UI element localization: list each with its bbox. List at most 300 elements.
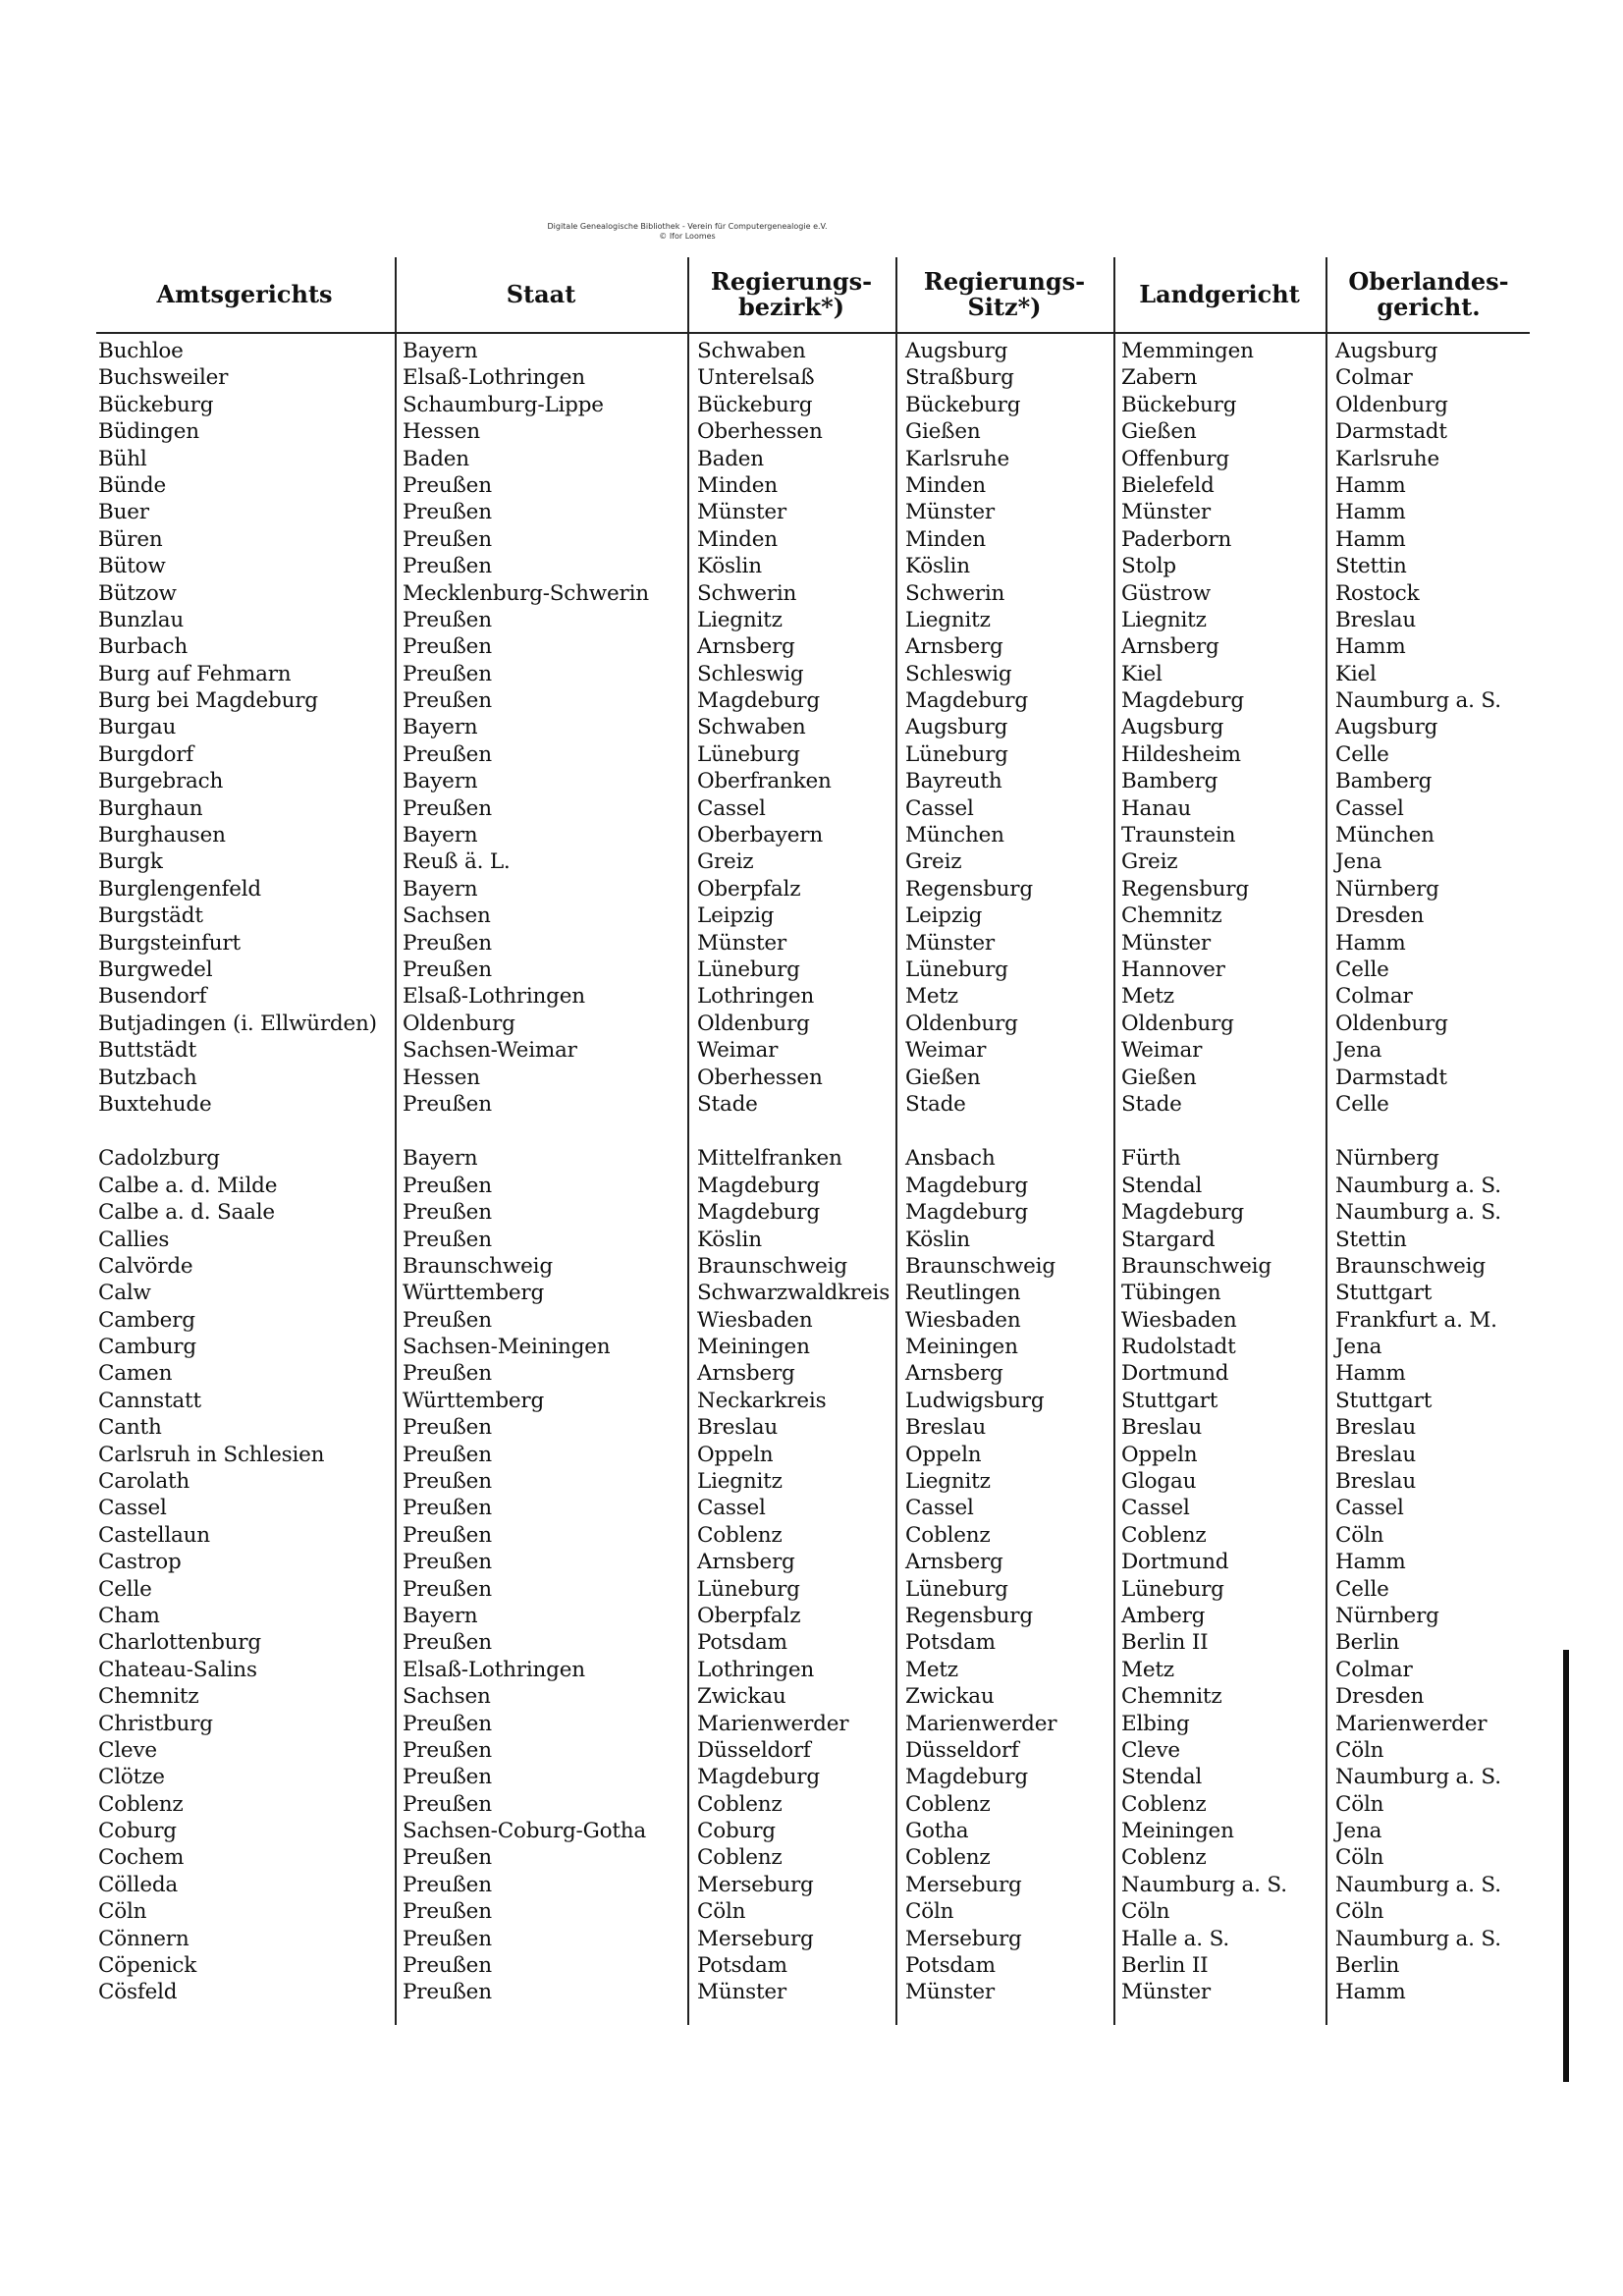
table-cell: Metz [905,984,958,1010]
table-cell: Hamm [1335,500,1406,525]
table-row [96,607,1530,633]
table-body [96,334,1530,2006]
table-cell: Calbe a. d. Saale [98,1200,275,1226]
table-cell: Braunschweig [905,1253,1055,1279]
table-cell: Minden [905,472,986,498]
table-row [96,580,1530,607]
table-cell: Chemnitz [1121,1684,1222,1710]
table-cell: Preußen [403,1415,492,1441]
table-cell: Gießen [1121,419,1197,445]
table-cell: Stuttgart [1335,1388,1433,1413]
table-row [96,418,1530,445]
table-cell: Elsaß-Lothringen [403,984,585,1010]
table-cell: Preußen [403,1845,492,1871]
table-cell: Regensburg [905,1603,1033,1628]
table-header [96,257,1530,334]
table-cell: Cham [98,1603,160,1628]
table-cell: Magdeburg [697,1200,820,1226]
table-cell: Elsaß-Lothringen [403,1657,585,1682]
table-cell: Preußen [403,1307,492,1333]
table-cell: Wiesbaden [697,1307,813,1333]
table-row [96,526,1530,553]
table-cell: Offenburg [1121,446,1229,471]
table-cell: Breslau [1335,1442,1416,1467]
table-cell: Buer [98,500,149,525]
table-cell: Hamm [1335,930,1406,956]
table-row [96,930,1530,957]
table-row [96,1791,1530,1818]
table-cell: Schwerin [697,580,797,606]
table-cell: Baden [697,446,764,471]
table-cell: Coburg [697,1819,776,1844]
table-cell: Meiningen [697,1335,810,1360]
table-cell: Württemberg [403,1388,545,1413]
table-cell: Arnsberg [905,1550,1003,1575]
table-cell: Preußen [403,1737,492,1763]
table-cell: Berlin [1335,1630,1400,1656]
table-cell: Naumburg a. S. [1335,1872,1501,1897]
table-cell: Celle [98,1576,152,1602]
table-cell: Marienwerder [1335,1711,1488,1736]
table-row [96,1737,1530,1764]
table-cell: Breslau [1335,1469,1416,1495]
table-row [96,499,1530,525]
table-cell: Calbe a. d. Milde [98,1173,278,1198]
table-cell: Breslau [905,1415,986,1441]
table-cell: Cöln [1335,1899,1384,1925]
table-cell: Magdeburg [697,1765,820,1790]
table-cell: Zabern [1121,365,1198,391]
table-cell: Oberhessen [697,1065,823,1090]
table-cell: Stettin [1335,1227,1407,1252]
table-cell: Cadolzburg [98,1146,220,1172]
table-cell: Stade [697,1091,758,1117]
table-row [96,1173,1530,1199]
table-cell: Straßburg [905,365,1014,391]
table-row [96,446,1530,472]
table-cell: Elbing [1121,1711,1190,1736]
table-cell: Colmar [1335,984,1413,1010]
table-cell: Schwerin [905,580,1005,606]
table-cell: Regensburg [1121,876,1249,902]
table-cell: Rudolstadt [1121,1335,1236,1360]
table-cell: Leipzig [905,903,983,929]
table-cell: Arnsberg [1121,634,1219,660]
table-cell: Merseburg [905,1926,1022,1951]
table-cell: Memmingen [1121,339,1254,363]
table-row [96,1065,1530,1091]
table-cell: Preußen [403,661,492,686]
table-cell: Münster [1121,1980,1211,2005]
table-cell: Oldenburg [697,1011,810,1036]
table-cell: Naumburg a. S. [1121,1872,1287,1897]
table-cell: Bünde [98,472,166,498]
table-cell: Cochem [98,1845,185,1871]
table-cell: Hamm [1335,1550,1406,1575]
table-cell: Breslau [697,1415,778,1441]
table-row [96,1495,1530,1521]
table-cell: Naumburg a. S. [1335,1200,1501,1226]
table-cell: Berlin [1335,1953,1400,1979]
table-section [96,1145,1530,2006]
table-cell: Cöln [1335,1845,1384,1871]
table-cell: Preußen [403,930,492,956]
table-cell: Jena [1335,1819,1382,1844]
table-cell: Münster [1121,500,1211,525]
table-cell: Bamberg [1335,769,1433,794]
table-cell: Sachsen [403,1684,491,1710]
table-cell: Burgk [98,849,163,875]
table-cell: Stade [1121,1091,1182,1117]
table-cell: Butzbach [98,1065,197,1090]
table-cell: Cannstatt [98,1388,201,1413]
table-cell: Wiesbaden [905,1307,1021,1333]
table-cell: München [1335,823,1434,848]
header-regierungssitz: Regierungs- Sitz*) [923,267,1086,321]
table-cell: Paderborn [1121,526,1232,552]
table-cell: Münster [905,1980,995,2005]
table-cell: Buttstädt [98,1038,197,1064]
table-cell: Berlin II [1121,1630,1209,1656]
table-cell: Magdeburg [905,1173,1028,1198]
table-cell: Köslin [905,1227,970,1252]
table-cell: Coblenz [905,1791,991,1817]
table-cell: Ansbach [905,1146,996,1172]
table-cell: Potsdam [697,1630,787,1656]
table-cell: Coblenz [697,1522,783,1548]
table-cell: Preußen [403,500,492,525]
table-row [96,1442,1530,1468]
table-cell: Oppeln [905,1442,982,1467]
table-cell: Stolp [1121,554,1176,579]
table-cell: Cösfeld [98,1980,178,2005]
table-cell: Greiz [697,849,754,875]
table-cell: Naumburg a. S. [1335,688,1501,714]
table-row [96,1683,1530,1710]
header-oberlandesgericht: Oberlandes- gericht. [1348,267,1509,321]
table-cell: Burglengenfeld [98,876,261,902]
table-cell: Cassel [1335,795,1404,821]
table-row [96,1360,1530,1387]
table-cell: Zwickau [905,1684,995,1710]
table-cell: Bückeburg [1121,392,1237,417]
table-cell: Tübingen [1121,1281,1221,1306]
table-cell: Merseburg [905,1872,1022,1897]
table-cell: Cleve [98,1737,157,1763]
table-row [96,876,1530,902]
table-row [96,1872,1530,1898]
table-cell: Schwarzwaldkreis [697,1281,891,1306]
table-cell: Bayern [403,1603,478,1628]
table-cell: Bayern [403,823,478,848]
table-cell: Burghaun [98,795,203,821]
table-cell: Braunschweig [1121,1253,1271,1279]
table-cell: Christburg [98,1711,213,1736]
table-cell: Marienwerder [905,1711,1057,1736]
table-cell: Lüneburg [905,741,1008,767]
table-cell: Liegnitz [905,1469,991,1495]
table-cell: Reutlingen [905,1281,1021,1306]
table-row [96,1280,1530,1306]
table-cell: Hessen [403,419,480,445]
table-cell: Gießen [1121,1065,1197,1090]
table-cell: Darmstadt [1335,419,1447,445]
table-cell: Preußen [403,1361,492,1387]
table-cell: Köslin [697,554,762,579]
watermark [412,222,962,242]
table-cell: Naumburg a. S. [1335,1173,1501,1198]
table-cell: Butjadingen (i. Ellwürden) [98,1011,377,1036]
table-cell: Schwaben [697,339,806,363]
table-cell: Münster [1121,930,1211,956]
table-cell: Camen [98,1361,173,1387]
table-cell: Oberbayern [697,823,823,848]
table-cell: Minden [697,526,778,552]
table-row [96,1414,1530,1441]
table-row [96,1952,1530,1979]
table-cell: Jena [1335,1038,1382,1064]
table-cell: Coburg [98,1819,177,1844]
table-row [96,1764,1530,1790]
table-cell: Oldenburg [1335,392,1448,417]
table-cell: Schaumburg-Lippe [403,392,604,417]
table-cell: Magdeburg [905,1765,1028,1790]
table-cell: Minden [697,472,778,498]
table-cell: Weimar [1121,1038,1203,1064]
table-cell: Hessen [403,1065,480,1090]
table-cell: Sachsen-Meiningen [403,1335,611,1360]
table-row [96,1818,1530,1844]
table-row [96,1091,1530,1118]
table-row [96,553,1530,579]
page-edge-mark [1563,1650,1569,2082]
table-cell: Hamm [1335,1361,1406,1387]
table-cell: Burgau [98,715,177,740]
table-cell: Camburg [98,1335,196,1360]
table-cell: Potsdam [697,1953,787,1979]
table-cell: Burbach [98,634,188,660]
table-row [96,392,1530,418]
table-cell: Cassel [697,795,766,821]
table-cell: Cöln [98,1899,147,1925]
table-cell: Celle [1335,1576,1389,1602]
table-cell: Wiesbaden [1121,1307,1237,1333]
table-cell: Bayern [403,339,478,363]
table-cell: Hildesheim [1121,741,1241,767]
table-cell: Cassel [697,1496,766,1521]
table-row [96,1334,1530,1360]
table-cell: Weimar [697,1038,779,1064]
table-cell: Meiningen [1121,1819,1234,1844]
table-cell: Burgebrach [98,769,224,794]
table-cell: Schleswig [905,661,1012,686]
table-cell: Preußen [403,688,492,714]
table-cell: Burghausen [98,823,226,848]
table-row [96,795,1530,822]
table-cell: Bayern [403,769,478,794]
table-row [96,1037,1530,1064]
table-cell: Preußen [403,607,492,632]
table-cell: Darmstadt [1335,1065,1447,1090]
table-cell: Cöln [1121,1899,1170,1925]
table-cell: Stuttgart [1121,1388,1218,1413]
table-cell: Glogau [1121,1469,1197,1495]
table-cell: Augsburg [1121,715,1224,740]
table-cell: Preußen [403,1791,492,1817]
table-cell: Cöln [1335,1522,1384,1548]
table-cell: Kiel [1121,661,1163,686]
table-cell: Braunschweig [1335,1253,1486,1279]
table-cell: Amberg [1121,1603,1206,1628]
table-cell: Magdeburg [697,688,820,714]
table-cell: Lüneburg [1121,1576,1224,1602]
table-cell: Preußen [403,1522,492,1548]
table-cell: Köslin [905,554,970,579]
table-cell: Bückeburg [98,392,214,417]
table-cell: Büren [98,526,163,552]
table-cell: Düsseldorf [697,1737,811,1763]
table-cell: Oldenburg [403,1011,515,1036]
court-directory-table [96,257,1530,2006]
table-row [96,768,1530,794]
table-cell: Breslau [1335,1415,1416,1441]
table-cell: Cassel [1335,1496,1404,1521]
table-cell: Burg auf Fehmarn [98,661,292,686]
table-cell: Bayern [403,715,478,740]
table-cell: Coblenz [697,1791,783,1817]
table-row [96,1549,1530,1575]
table-cell: Mecklenburg-Schwerin [403,580,649,606]
table-cell: Traunstein [1121,823,1236,848]
table-cell: Reuß ä. L. [403,849,511,875]
table-cell: Magdeburg [905,1200,1028,1226]
table-cell: Carolath [98,1469,190,1495]
table-cell: Augsburg [905,339,1008,363]
table-cell: Buchloe [98,339,184,363]
table-row [96,1388,1530,1414]
table-row [96,1657,1530,1683]
table-cell: Arnsberg [905,634,1003,660]
table-cell: Büdingen [98,419,199,445]
table-row [96,983,1530,1010]
table-cell: Oberhessen [697,419,823,445]
table-cell: Canth [98,1415,162,1441]
table-cell: Neckarkreis [697,1388,827,1413]
table-cell: Stargard [1121,1227,1216,1252]
table-row [96,338,1530,364]
table-cell: Minden [905,526,986,552]
table-cell: Braunschweig [403,1253,553,1279]
table-cell: Augsburg [1335,339,1438,363]
table-cell: Bielefeld [1121,472,1215,498]
table-cell: Cöln [905,1899,954,1925]
table-cell: Cölleda [98,1872,179,1897]
table-cell: Colmar [1335,365,1413,391]
table-cell: Arnsberg [905,1361,1003,1387]
table-cell: Münster [697,1980,786,2005]
table-cell: Preußen [403,1550,492,1575]
table-cell: Carlsruh in Schlesien [98,1442,325,1467]
table-cell: Preußen [403,472,492,498]
table-cell: Potsdam [905,1953,996,1979]
table-cell: Coblenz [1121,1522,1207,1548]
table-cell: Dortmund [1121,1361,1229,1387]
table-cell: Münster [697,930,786,956]
table-cell: Preußen [403,554,492,579]
table-cell: Lüneburg [697,957,800,982]
table-cell: Magdeburg [1121,1200,1244,1226]
table-cell: Zwickau [697,1684,786,1710]
table-row [96,1898,1530,1925]
table-cell: Preußen [403,1200,492,1226]
table-cell: Bückeburg [697,392,813,417]
table-row [96,822,1530,848]
table-row [96,1603,1530,1629]
table-cell: Potsdam [905,1630,996,1656]
table-cell: München [905,823,1004,848]
table-cell: Münster [905,500,995,525]
table-cell: Hamm [1335,634,1406,660]
table-cell: Preußen [403,1953,492,1979]
table-cell: Stendal [1121,1765,1202,1790]
table-row [96,1926,1530,1952]
table-row [96,1253,1530,1280]
table-cell: Marienwerder [697,1711,849,1736]
table-cell: Lüneburg [905,1576,1008,1602]
table-cell: Oberpfalz [697,1603,801,1628]
table-cell: Schleswig [697,661,804,686]
table-row [96,1307,1530,1334]
table-row [96,1227,1530,1253]
section-gap [96,1118,1530,1145]
table-cell: Burgdorf [98,741,194,767]
table-cell: Preußen [403,526,492,552]
table-cell: Preußen [403,1980,492,2005]
table-cell: Köslin [697,1227,762,1252]
table-cell: Oppeln [1121,1442,1198,1467]
table-cell: Preußen [403,1765,492,1790]
table-cell: Frankfurt a. M. [1335,1307,1497,1333]
table-cell: Lothringen [697,1657,815,1682]
table-cell: Lüneburg [697,1576,800,1602]
table-cell: Cleve [1121,1737,1180,1763]
table-cell: Liegnitz [905,607,991,632]
table-cell: Oppeln [697,1442,774,1467]
table-cell: Preußen [403,1091,492,1117]
watermark-line-2: © Ifor Loomes [659,232,716,241]
table-cell: Mittelfranken [697,1146,842,1172]
table-cell: Preußen [403,1711,492,1736]
table-cell: Oberpfalz [697,876,801,902]
table-row [96,633,1530,660]
table-cell: Augsburg [1335,715,1438,740]
table-cell: Preußen [403,1173,492,1198]
table-cell: Sachsen [403,903,491,929]
table-cell: Stendal [1121,1173,1202,1198]
table-cell: Düsseldorf [905,1737,1019,1763]
table-cell: Preußen [403,1899,492,1925]
table-cell: Cassel [905,795,974,821]
table-cell: Chemnitz [1121,903,1222,929]
table-cell: Stuttgart [1335,1281,1433,1306]
table-cell: Preußen [403,1872,492,1897]
table-cell: Münster [697,500,786,525]
table-cell: Bayern [403,1146,478,1172]
table-cell: Greiz [1121,849,1178,875]
table-row [96,957,1530,983]
table-cell: Güstrow [1121,580,1211,606]
table-cell: Stettin [1335,554,1407,579]
